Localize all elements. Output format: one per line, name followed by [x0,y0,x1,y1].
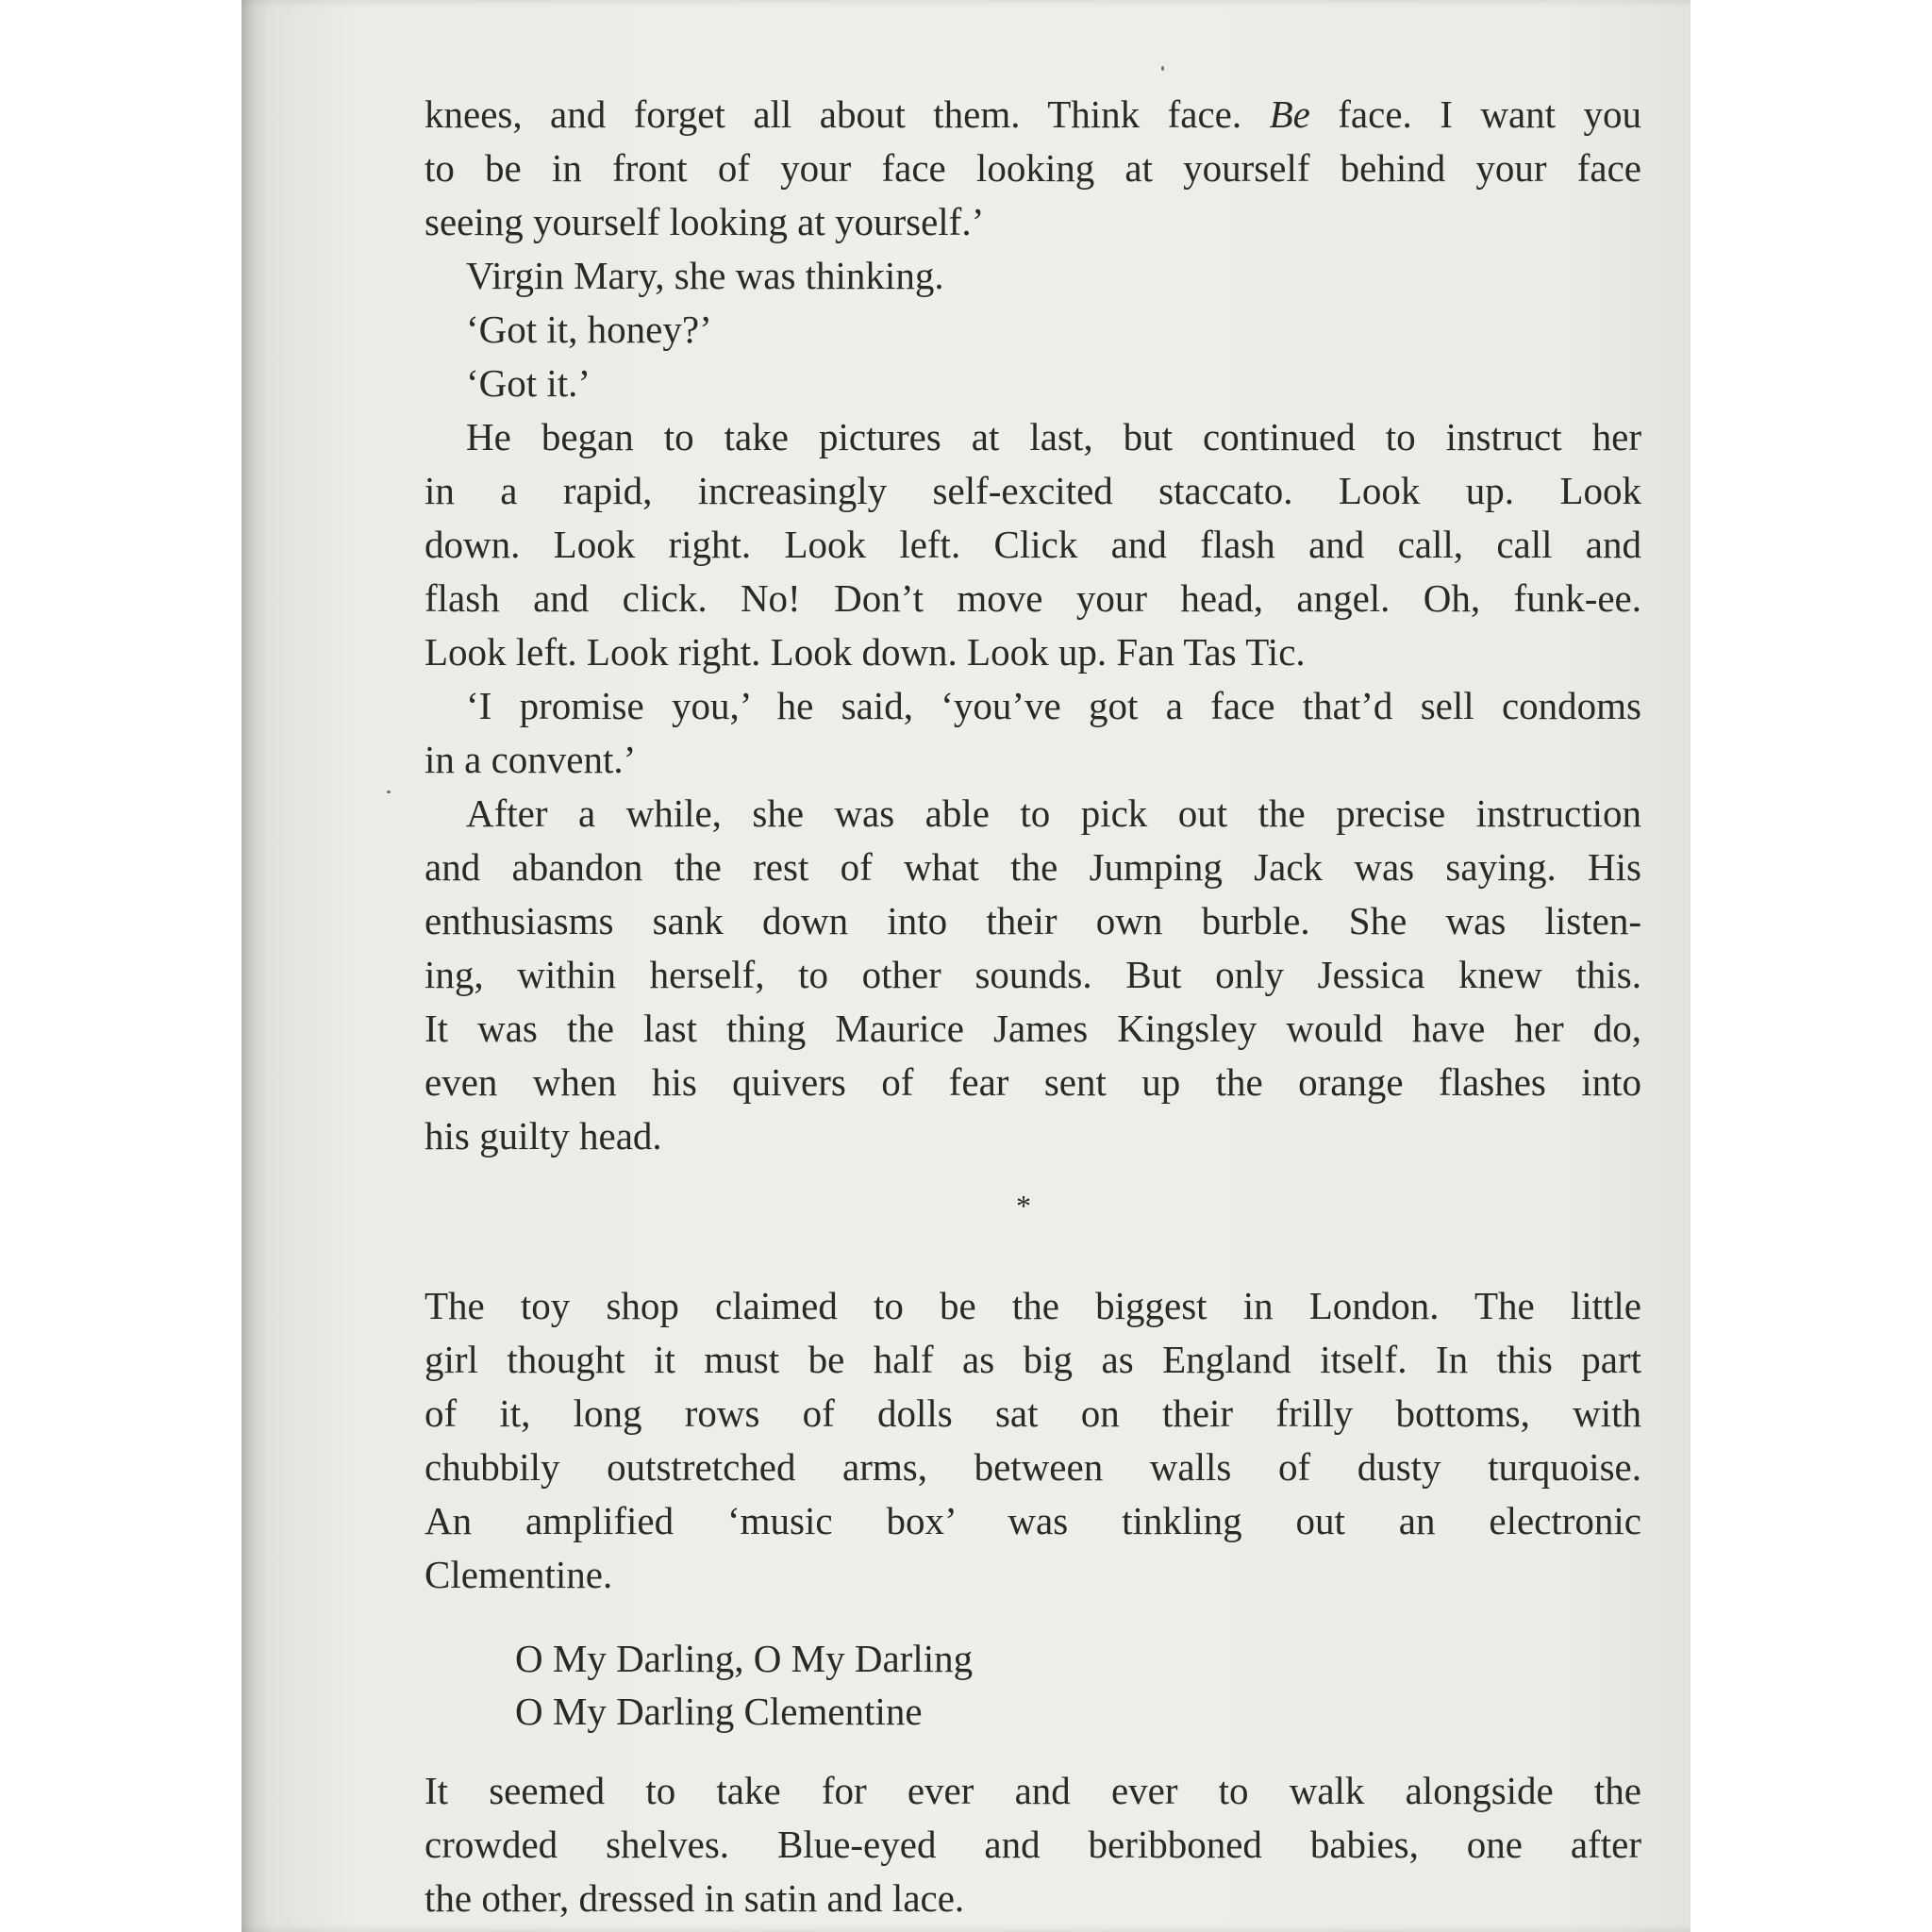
text-line: down. Look right. Look left. Click and flash and call, call and [425,523,1641,566]
text-line: in a rapid, increasingly self-excited staccato. Look up. Look [425,469,1641,512]
text-line: seeing yourself looking at yourself.’ [425,200,985,243]
text-line: Look left. Look right. Look down. Look up. Fan Tas Tic. [425,630,1306,674]
text-line: ing, within herself, to other sounds. But only Jessica knew this. [425,953,1641,996]
text-line: of it, long rows of dolls sat on their frilly bottoms, with [425,1391,1641,1435]
text-line: ‘Got it.’ [466,361,591,405]
text-line: and abandon the rest of what the Jumping Jack was saying. His [425,845,1641,889]
text-line: An amplified ‘music box’ was tinkling out an electronic [425,1499,1641,1542]
text-line: in a convent.’ [425,738,637,781]
section-separator: * [1016,1189,1031,1223]
text-line: ‘Got it, honey?’ [466,308,712,351]
text-line: It seemed to take for ever and ever to walk alongside the [425,1769,1641,1812]
verse-line: O My Darling Clementine [515,1690,923,1733]
verse-line: O My Darling, O My Darling [515,1637,974,1680]
text-line: enthusiasms sank down into their own burble. She was listen- [425,899,1641,942]
text-line: girl thought it must be half as big as England itself. In this part [425,1338,1641,1381]
text-line: crowded shelves. Blue-eyed and beribboned babies, one after [425,1823,1641,1866]
text-line: knees, and forget all about them. Think face. Be face. I want you [425,92,1641,136]
text-line: The toy shop claimed to be the biggest in London. The little [425,1284,1641,1327]
text-line: the other, dressed in satin and lace. [425,1876,965,1920]
text-line: He began to take pictures at last, but continued to instruct her [466,415,1641,458]
ink-speck [387,791,391,793]
text-line: After a while, she was able to pick out the precise instruction [466,791,1641,835]
ink-speck [1161,66,1164,71]
text-line: chubbily outstretched arms, between walls of dusty turquoise. [425,1445,1641,1489]
text-line: to be in front of your face looking at yourself behind your face [425,146,1641,190]
text-line: flash and click. No! Don’t move your head, angel. Oh, funk-ee. [425,576,1641,620]
text-line: even when his quivers of fear sent up the orange flashes into [425,1060,1641,1104]
text-line: Virgin Mary, she was thinking. [466,254,944,297]
text-line: Clementine. [425,1553,613,1596]
text-line: It was the last thing Maurice James Kingsley would have her do, [425,1007,1641,1050]
text-line: his guilty head. [425,1114,662,1158]
emphasis-text: Be [1269,92,1310,136]
text-line: ‘I promise you,’ he said, ‘you’ve got a face that’d sell condoms [466,684,1641,727]
